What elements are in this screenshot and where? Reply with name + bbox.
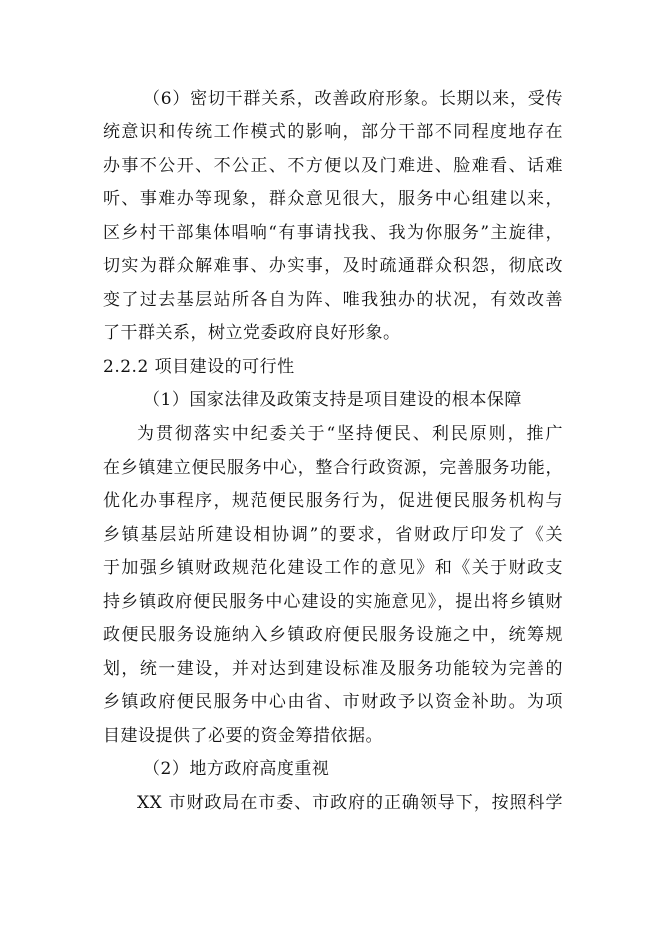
text-line: 办事不公开、不公正、不方便以及门难进、脸难看、话难 [103,156,563,176]
subsection-heading: （2）地方政府高度重视 [143,759,330,779]
text-line: 目建设提供了必要的资金筹措依据。 [103,726,383,746]
text-line: 了干群关系，树立党委政府良好形象。 [103,323,401,343]
text-line: 切实为群众解难事、办实事，及时疏通群众积怨，彻底改 [103,256,563,276]
text-line: 为贯彻落实中纪委关于“坚持便民、利民原则，推广 [137,424,563,444]
text-line: 统意识和传统工作模式的影响，部分干部不同程度地存在 [103,122,563,142]
text-line: 持乡镇政府便民服务中心建设的实施意见》，提出将乡镇财 [103,592,563,612]
text-line: 乡镇基层站所建设相协调”的要求，省财政厅印发了《关 [103,525,563,545]
text-line: 变了过去基层站所各自为阵、唯我独办的状况，有效改善 [103,290,563,310]
text-line: 听、事难办等现象，群众意见很大，服务中心组建以来， [103,189,563,209]
text-line: 区乡村干部集体唱响“有事请找我、我为你服务”主旋律， [103,223,563,243]
text-line: 划，统一建设，并对达到建设标准及服务功能较为完善的 [103,659,563,679]
section-heading: 2.2.2 项目建设的可行性 [103,357,295,377]
text-line: XX 市财政局在市委、市政府的正确领导下，按照科学 [137,793,563,813]
text-line: 在乡镇建立便民服务中心，整合行政资源，完善服务功能， [103,458,563,478]
text-line: （6）密切干群关系，改善政府形象。长期以来，受传 [143,89,563,109]
subsection-heading: （1）国家法律及政策支持是项目建设的根本保障 [143,390,522,410]
text-line: 政便民服务设施纳入乡镇政府便民服务设施之中，统筹规 [103,625,563,645]
text-line: 于加强乡镇财政规范化建设工作的意见》和《关于财政支 [103,558,563,578]
text-line: 优化办事程序，规范便民服务行为，促进便民服务机构与 [103,491,563,511]
text-line: 乡镇政府便民服务中心由省、市财政予以资金补助。为项 [103,692,563,712]
